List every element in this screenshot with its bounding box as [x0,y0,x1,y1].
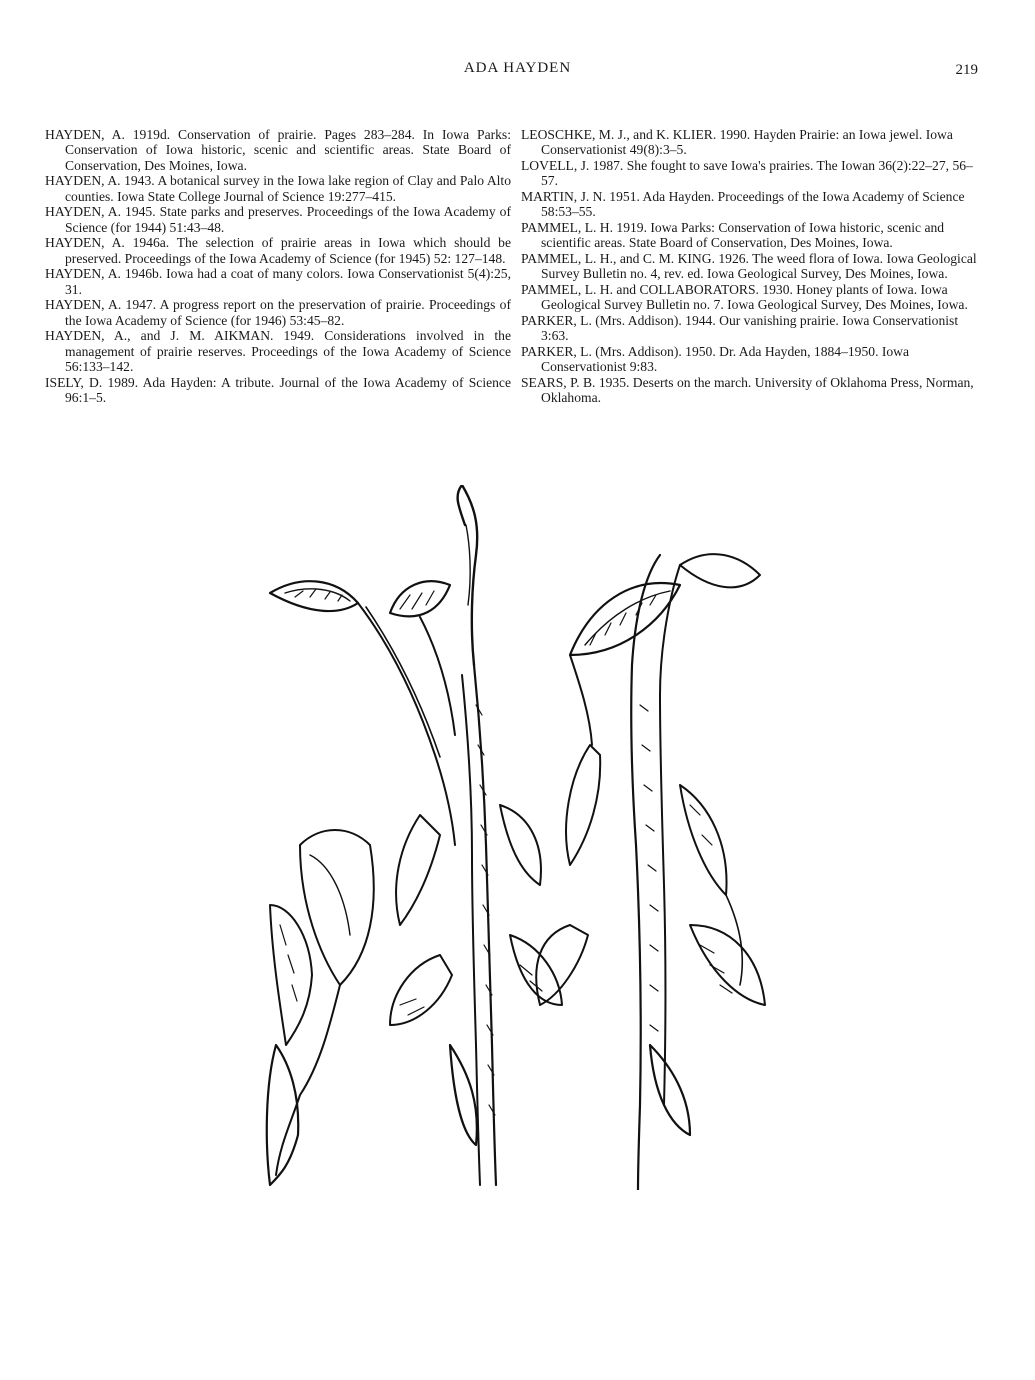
reference-entry: PAMMEL, L. H. and COLLABORATORS. 1930. Honey plants of Iowa. Iowa Geological Survey Bulletin no. 7. Iowa Geological Survey, Des Moines, Iowa. [521,282,968,313]
reference-entry: LOVELL, J. 1987. She fought to save Iowa's prairies. The Iowan 36(2):22–27, 56–57. [521,158,973,189]
running-head-title: ADA HAYDEN [463,60,572,76]
reference-entry: HAYDEN, A. 1919d. Conservation of prairie. Pages 283–284. In Iowa Parks: Conservation of Iowa historic, scenic and scientific areas. State Board of Conservation, Des Moines, Iowa. [45,127,511,173]
reference-entry: MARTIN, J. N. 1951. Ada Hayden. Proceedings of the Iowa Academy of Science 58:53–55. [521,189,965,220]
reference-entry: LEOSCHKE, M. J., and K. KLIER. 1990. Hayden Prairie: an Iowa jewel. Iowa Conservationist 49(8):3–5. [521,127,953,158]
reference-entry: PAMMEL, L. H. 1919. Iowa Parks: Conservation of Iowa historic, scenic and scientific areas. State Board of Conservation, Des Moines, Iowa. [521,220,945,251]
page-number: 219 [955,62,978,78]
reference-entry: HAYDEN, A. 1946b. Iowa had a coat of many colors. Iowa Conservationist 5(4):25, 31. [45,266,511,297]
right-leaf-cluster [536,745,765,1135]
reference-entry: HAYDEN, A. 1945. State parks and preserves. Proceedings of the Iowa Academy of Science (for 1944) 51:43–48. [45,204,511,235]
left-bud-stem [270,581,455,845]
references-right-column [521,127,989,406]
reference-entry: ISELY, D. 1989. Ada Hayden: A tribute. Journal of the Iowa Academy of Science 96:1–5. [45,374,511,406]
references-left-column [45,127,511,406]
reference-entry: HAYDEN, A. 1947. A progress report on the preservation of prairie. Proceedings of the Iowa Academy of Science (for 1946) 53:45–82. [45,297,511,328]
right-upper-bud [570,583,680,745]
reference-entry: PARKER, L. (Mrs. Addison). 1944. Our vanishing prairie. Iowa Conservationist 3:63. [521,313,959,344]
central-stem [458,485,496,1185]
prairie-plant-illustration [240,485,780,1190]
right-stem [631,554,760,1190]
reference-entry: SEARS, P. B. 1935. Deserts on the march. University of Oklahoma Press, Norman, Oklahoma. [521,375,974,406]
left-leaf-cluster [267,830,374,1185]
reference-entry: HAYDEN, A., and J. M. AIKMAN. 1949. Considerations involved in the management of prairie reserves. Proceedings of the Iowa Academy of Science 56:133–142. [45,328,511,375]
reference-entry: PAMMEL, L. H., and C. M. KING. 1926. The weed flora of Iowa. Iowa Geological Survey Bulletin no. 4, rev. ed. Iowa Geological Survey, Des Moines, Iowa. [521,251,977,282]
reference-entry: HAYDEN, A. 1943. A botanical survey in the Iowa lake region of Clay and Palo Alto counties. Iowa State College Journal of Science 19:277–415. [45,173,511,204]
reference-entry: PARKER, L. (Mrs. Addison). 1950. Dr. Ada Hayden, 1884–1950. Iowa Conservationist 9:83. [521,344,910,375]
reference-entry: HAYDEN, A. 1946a. The selection of prairie areas in Iowa which should be preserved. Proceedings of the Iowa Academy of Science (for 1945) 52: 127–148. [45,235,511,266]
